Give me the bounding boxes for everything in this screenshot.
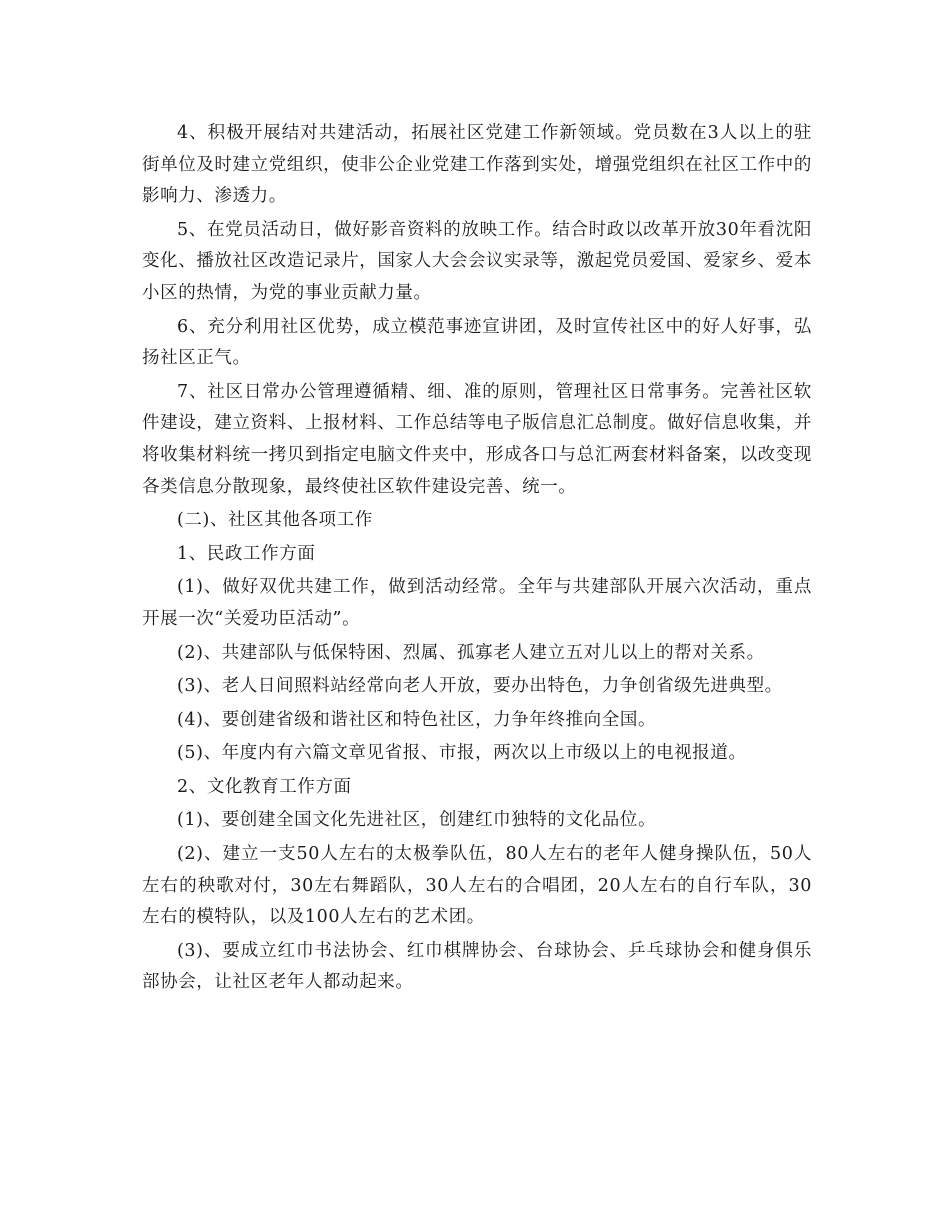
paragraph-item-6: 6、充分利用社区优势，成立模范事迹宣讲团，及时宣传社区中的好人好事，弘扬社区正气。	[142, 316, 812, 369]
subsection-heading-civil-affairs: 1、民政工作方面	[177, 543, 316, 564]
civil-affairs-item-2: (2)、共建部队与低保特困、烈属、孤寡老人建立五对儿以上的帮对关系。	[177, 642, 765, 663]
paragraph-item-7: 7、社区日常办公管理遵循精、细、准的原则，管理社区日常事务。完善社区软件建设，建立资料、上报材料、工作总结等电子版信息汇总制度。做好信息收集，并将收集材料统一拷贝到指定电脑文件夹中，形成各口与总汇两套材料备案，以改变现各类信息分散现象，最终使社区软件建设完善、统一。	[142, 381, 812, 497]
civil-affairs-item-5: (5)、年度内有六篇文章见省报、市报，两次以上市级以上的电视报道。	[177, 743, 747, 764]
subsection-heading-culture-education: 2、文化教育工作方面	[177, 776, 352, 797]
civil-affairs-item-3: (3)、老人日间照料站经常向老人开放，要办出特色，力争创省级先进典型。	[177, 676, 783, 697]
civil-affairs-item-1: (1)、做好双优共建工作，做到活动经常。全年与共建部队开展六次活动，重点开展一次“关爱功臣活动”。	[142, 577, 812, 629]
culture-item-3: (3)、要成立红巾书法协会、红巾棋牌协会、台球协会、乒乓球协会和健身俱乐部协会，让社区老年人都动起来。	[142, 940, 812, 993]
section-heading-other-work: (二)、社区其他各项工作	[177, 510, 373, 531]
paragraph-item-4: 4、积极开展结对共建活动，拓展社区党建工作新领域。党员数在3人以上的驻街单位及时建立党组织，使非公企业党建工作落到实处，增强党组织在社区工作中的影响力、渗透力。	[142, 123, 812, 207]
civil-affairs-item-4: (4)、要创建省级和谐社区和特色社区，力争年终推向全国。	[177, 709, 657, 730]
culture-item-2: (2)、建立一支50人左右的太极拳队伍，80人左右的老年人健身操队伍，50人左右的秧歌对付，30左右舞蹈队，30人左右的合唱团，20人左右的自行车队，30左右的模特队，以及100人左右的艺术团。	[142, 844, 812, 928]
culture-item-1: (1)、要创建全国文化先进社区，创建红巾独特的文化品位。	[177, 810, 657, 831]
paragraph-item-5: 5、在党员活动日，做好影音资料的放映工作。结合时政以改革开放30年看沈阳变化、播放社区改造记录片，国家人大会会议实录等，激起党员爱国、爱家乡、爱本小区的热情，为党的事业贡献力量。	[142, 219, 812, 303]
